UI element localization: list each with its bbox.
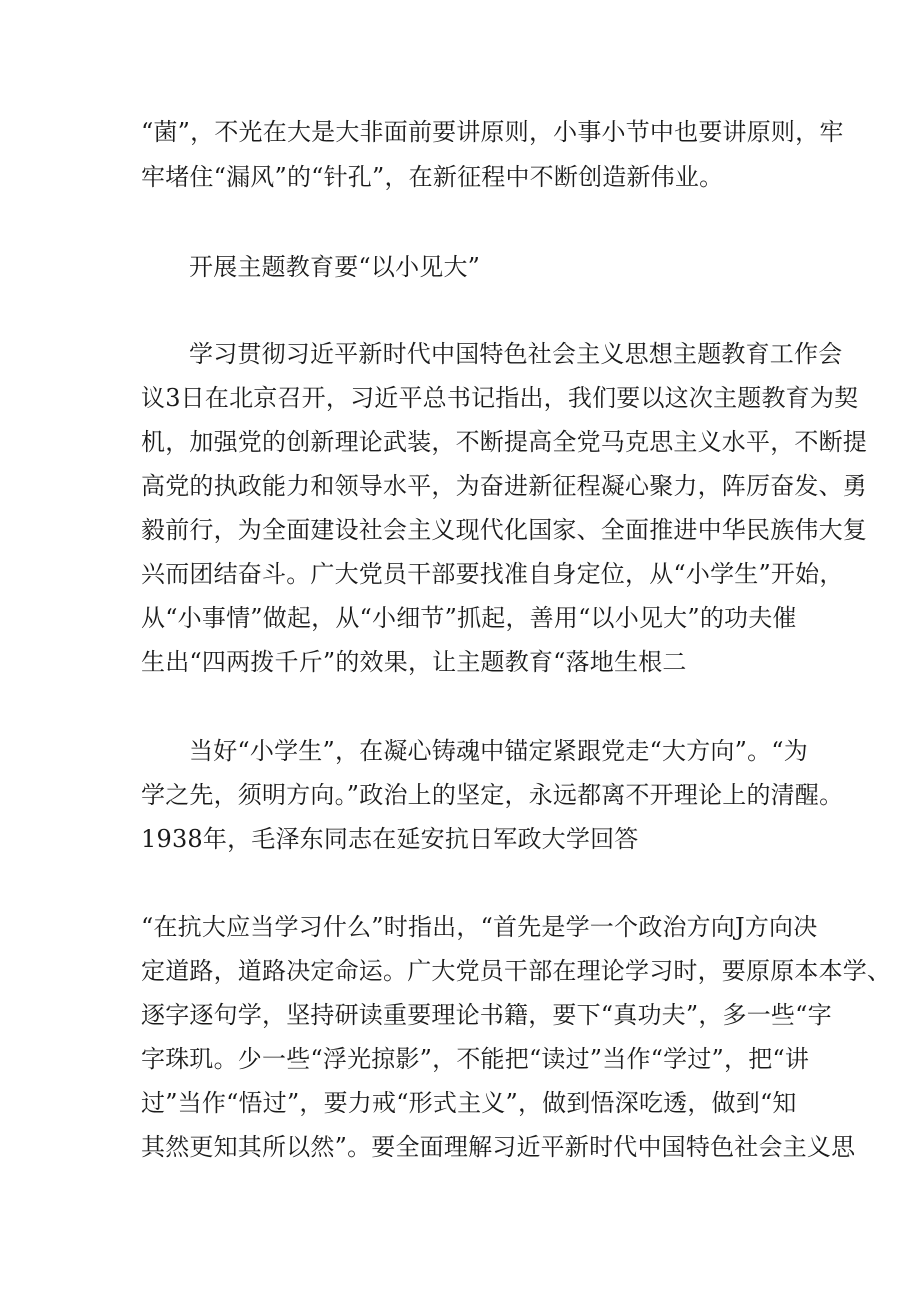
text-line: 牢堵住“漏风”的“针孔”，在新征程中不断创造新伟业。 xyxy=(141,163,724,191)
text-line: 机，加强党的创新理论武装，不断提高全党马克思主义水平，不断提 xyxy=(141,428,867,456)
text-line: 生出“四两拨千斤”的效果，让主题教育“落地生根二 xyxy=(141,648,687,676)
text-line: 当好“小学生”，在凝心铸魂中锚定紧跟党走“大方向”。“为 xyxy=(189,737,808,765)
text-line: 定道路，道路决定命运。广大党员干部在理论学习时，要原原本本学、 xyxy=(141,957,892,985)
text-line: 兴而团结奋斗。广大党员干部要找准自身定位，从“小学生”开始， xyxy=(141,560,844,588)
text-line: “在抗大应当学习什么”时指出，“首先是学一个政治方向J方向决 xyxy=(141,913,818,941)
text-line: “菌”，不光在大是大非面前要讲原则，小事小节中也要讲原则，牢 xyxy=(141,118,844,146)
text-line: 逐字逐句学，坚持研读重要理论书籍，要下“真功夫”，多一些“字 xyxy=(141,1001,832,1029)
text-line: 字珠玑。少一些“浮光掠影”，不能把“读过”当作“学过”，把“讲 xyxy=(141,1045,810,1073)
text-line: 议3日在北京召开，习近平总书记指出，我们要以这次主题教育为契 xyxy=(141,384,859,412)
text-line: 其然更知其所以然”。要全面理解习近平新时代中国特色社会主义思 xyxy=(141,1133,856,1161)
text-line: 1938年，毛泽东同志在延安抗日军政大学回答 xyxy=(141,825,639,853)
text-line: 过”当作“悟过”，要力戒“形式主义”，做到悟深吃透，做到“知 xyxy=(141,1089,797,1117)
text-line: 毅前行，为全面建设社会主义现代化国家、全面推进中华民族伟大复 xyxy=(141,516,867,544)
text-line: 学之先，须明方向。”政治上的坚定，永远都离不开理论上的清醒。 xyxy=(141,781,844,809)
text-line: 从“小事情”做起，从“小细节”抓起，善用“以小见大”的功夫催 xyxy=(141,604,797,632)
section-heading: 开展主题教育要“以小见大” xyxy=(189,253,481,281)
text-line: 学习贯彻习近平新时代中国特色社会主义思想主题教育工作会 xyxy=(189,340,843,368)
text-line: 高党的执政能力和领导水平，为奋进新征程凝心聚力，阵厉奋发、勇 xyxy=(141,472,867,500)
